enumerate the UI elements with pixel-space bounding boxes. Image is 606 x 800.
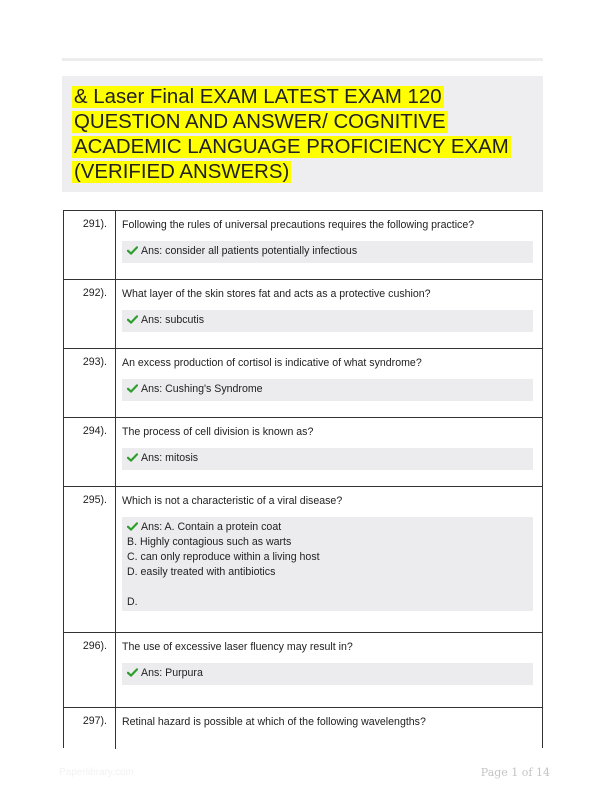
- question-table: [63, 210, 543, 748]
- check-icon: [127, 246, 138, 255]
- document-title: [72, 85, 533, 185]
- question-text: What layer of the skin stores fat and acts as a protective cushion?: [122, 288, 431, 300]
- question-text: Following the rules of universal precautions requires the following practice?: [122, 219, 475, 231]
- answer-option: D. easily treated with antibiotics: [127, 566, 276, 578]
- check-icon: [127, 522, 138, 531]
- answer-text: Ans: A. Contain a protein coat: [141, 521, 282, 533]
- answer-box: [122, 448, 533, 470]
- answer-text: Ans: subcutis: [141, 314, 205, 326]
- question-number: 292).: [64, 280, 116, 348]
- question-body: [116, 280, 542, 348]
- check-icon: [127, 453, 138, 462]
- answer-box: [122, 663, 533, 685]
- title-line: QUESTION AND ANSWER/ COGNITIVE: [74, 111, 446, 133]
- question-body: [116, 708, 542, 749]
- question-number: 295).: [64, 487, 116, 632]
- question-body: [116, 349, 542, 417]
- answer-text: Ans: consider all patients potentially infectious: [141, 245, 358, 257]
- answer-box: [122, 517, 533, 611]
- answer-text: Ans: mitosis: [141, 452, 199, 464]
- question-number: 293).: [64, 349, 116, 417]
- answer-text: Ans: Cushing's Syndrome: [141, 383, 263, 395]
- title-line: ACADEMIC LANGUAGE PROFICIENCY EXAM: [74, 136, 509, 158]
- question-body: [116, 633, 542, 707]
- answer-blank-line: [127, 580, 528, 595]
- question-row: [64, 487, 542, 633]
- check-icon: [127, 315, 138, 324]
- question-text: Retinal hazard is possible at which of the following wavelengths?: [122, 716, 426, 728]
- question-number: 296).: [64, 633, 116, 707]
- question-body: [116, 487, 542, 632]
- footer-watermark: Paperlibrary.com: [59, 767, 134, 778]
- question-text: Which is not a characteristic of a viral disease?: [122, 495, 343, 507]
- answer-text: Ans: Purpura: [141, 667, 203, 679]
- check-icon: [127, 384, 138, 393]
- question-body: [116, 211, 542, 279]
- answer-option: C. can only reproduce within a living host: [127, 551, 320, 563]
- answer-box: [122, 241, 533, 263]
- question-number: 291).: [64, 211, 116, 279]
- answer-option: D.: [127, 596, 138, 608]
- question-row: [64, 418, 542, 487]
- document-title-box: [62, 76, 543, 192]
- question-text: The process of cell division is known as?: [122, 426, 314, 438]
- question-row: [64, 349, 542, 418]
- title-line: (VERIFIED ANSWERS): [74, 161, 290, 183]
- page-number: Page 1 of 14: [480, 766, 550, 779]
- question-text: An excess production of cortisol is indicative of what syndrome?: [122, 357, 422, 369]
- question-row: [64, 280, 542, 349]
- question-row: [64, 708, 542, 749]
- top-divider: [62, 58, 543, 61]
- check-icon: [127, 668, 138, 677]
- question-number: 297).: [64, 708, 116, 749]
- question-row: [64, 633, 542, 708]
- answer-box: [122, 379, 533, 401]
- question-row: [64, 211, 542, 280]
- answer-option: B. Highly contagious such as warts: [127, 536, 292, 548]
- question-text: The use of excessive laser fluency may result in?: [122, 641, 353, 653]
- question-body: [116, 418, 542, 486]
- answer-box: [122, 310, 533, 332]
- question-number: 294).: [64, 418, 116, 486]
- title-line: & Laser Final EXAM LATEST EXAM 120: [74, 86, 442, 108]
